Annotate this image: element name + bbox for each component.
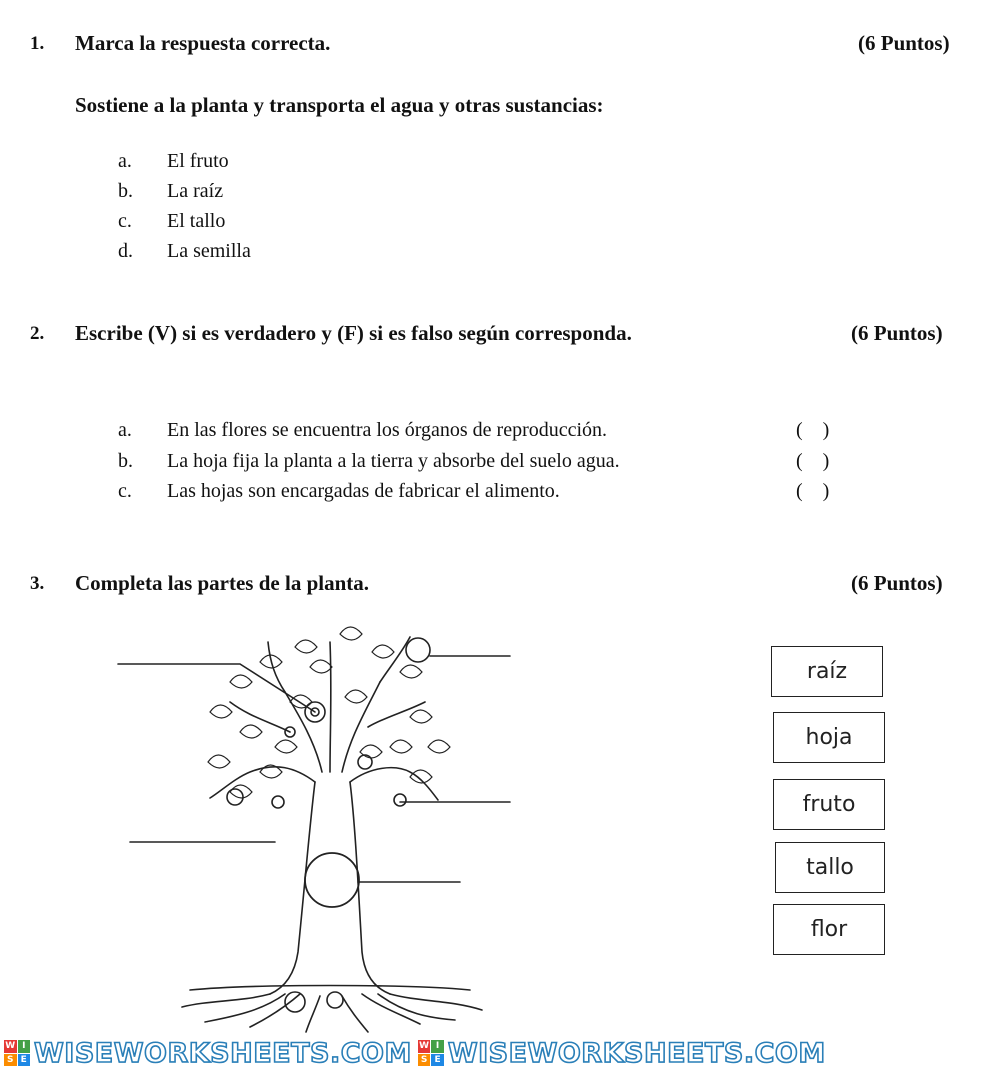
q1-title: Marca la respuesta correcta. <box>75 31 331 55</box>
footer-brand-text: WISEWORKSHEETS.COM <box>34 1037 412 1069</box>
q2-points: (6 Puntos) <box>851 321 943 345</box>
q2-title: Escribe (V) si es verdadero y (F) si es falso según corresponda. <box>75 321 632 345</box>
q2-statement-letter: a. <box>118 419 132 441</box>
plant-diagram <box>110 622 520 1034</box>
q1-option-letter: d. <box>118 240 133 262</box>
q2-answer-blank[interactable]: ( ) <box>796 450 830 472</box>
q3-points: (6 Puntos) <box>851 571 943 595</box>
q1-prompt: Sostiene a la planta y transporta el agua y otras sustancias: <box>75 93 604 117</box>
q2-statement-letter: c. <box>118 480 132 502</box>
q3-title: Completa las partes de la planta. <box>75 571 369 595</box>
q1-option-text: El fruto <box>167 150 229 172</box>
word-card-tallo[interactable]: tallo <box>775 842 885 893</box>
q1-points: (6 Puntos) <box>858 31 950 55</box>
q1-option-text: El tallo <box>167 210 226 232</box>
label-line-left-top <box>118 664 315 712</box>
q3-number: 3. <box>30 573 45 594</box>
q1-option-letter: a. <box>118 150 132 172</box>
q1-option-letter: b. <box>118 180 133 202</box>
footer-watermark <box>0 1034 1000 1072</box>
word-card-flor[interactable]: flor <box>773 904 885 955</box>
q2-statement-letter: b. <box>118 450 133 472</box>
word-card-raiz[interactable]: raíz <box>771 646 883 697</box>
q2-statement-text: En las flores se encuentra los órganos de reproducción. <box>167 419 608 441</box>
q2-statement-text: Las hojas son encargadas de fabricar el alimento. <box>167 480 560 502</box>
q2-statement-text: La hoja fija la planta a la tierra y absorbe del suelo agua. <box>167 450 620 472</box>
q2-answer-blank[interactable]: ( ) <box>796 419 830 441</box>
q1-option-letter: c. <box>118 210 132 232</box>
q1-option-text: La raíz <box>167 180 224 202</box>
q2-answer-blank[interactable]: ( ) <box>796 480 830 502</box>
q1-number: 1. <box>30 33 45 54</box>
footer-logo <box>4 1034 412 1072</box>
brand-logo-icon: W I S E <box>4 1040 30 1066</box>
word-card-fruto[interactable]: fruto <box>773 779 885 830</box>
footer-logo <box>418 1034 826 1072</box>
q1-option-text: La semilla <box>167 240 251 262</box>
footer-brand-text: WISEWORKSHEETS.COM <box>447 1037 826 1069</box>
word-card-hoja[interactable]: hoja <box>773 712 885 763</box>
brand-logo-icon: W I S E <box>418 1040 444 1066</box>
q2-number: 2. <box>30 323 45 344</box>
